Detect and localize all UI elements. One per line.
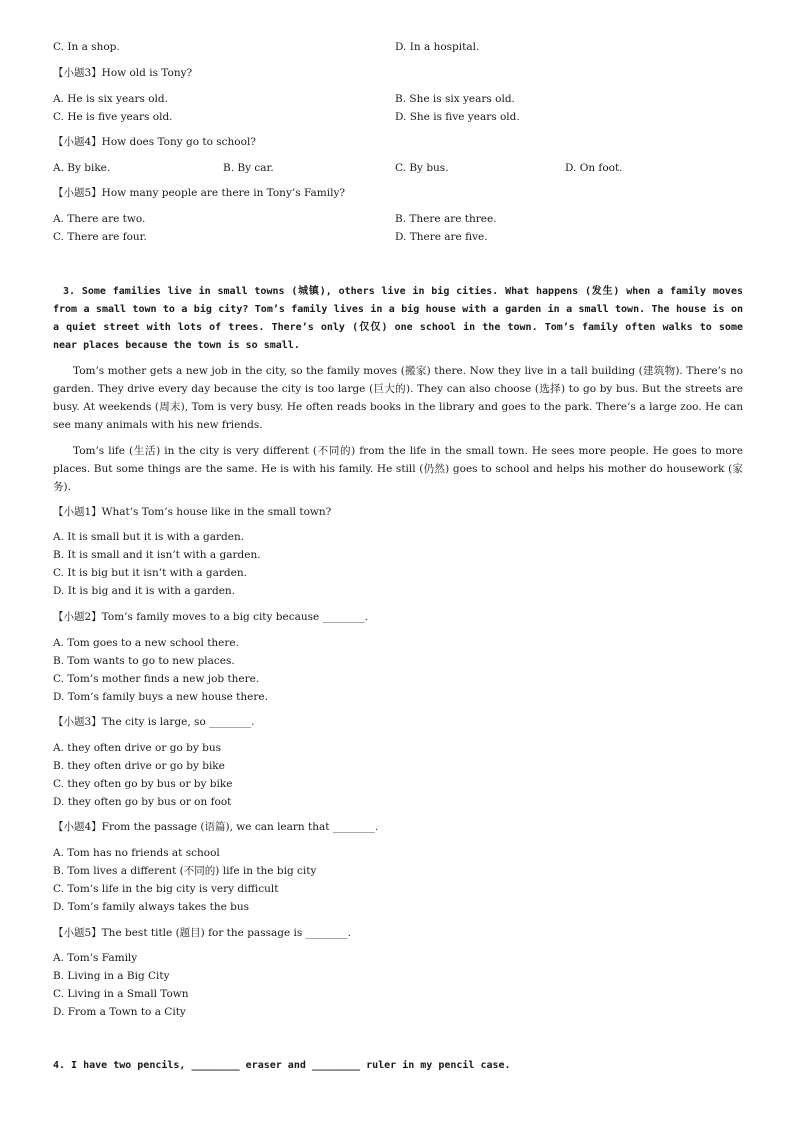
option-a[interactable]: A. Tom goes to a new school there. (53, 637, 239, 649)
option-d[interactable]: D. There are five. (395, 231, 488, 243)
option-d[interactable]: D. Tom’s family buys a new house there. (53, 691, 268, 703)
option-c[interactable]: C. Living in a Small Town (53, 988, 189, 1000)
option-d[interactable]: D. Tom’s family always takes the bus (53, 901, 250, 913)
option-c[interactable]: C. By bus. (395, 162, 449, 174)
option-c[interactable]: C. There are four. (53, 231, 147, 243)
passage-paragraph: Tom’s mother gets a new job in the city, so the family moves (搬家) there. Now they live in a tall building (建筑物). There’s no garden. They drive every day because the city is too large (巨大的). They can also choose (选择) to go by bus. But the streets are busy. At weekends (周末), Tom is very busy. He often reads books in the library and goes to the park. There’s a large zoo. He can see many animals with his new friends. (53, 365, 744, 431)
passage-paragraph: Tom’s life (生活) in the city is very different (不同的) from the life in the small town. He sees more people. He goes to more places. But some things are the same. He is with his family. He still (仍然) goes to school and helps his mother do housework (家务). (53, 445, 743, 493)
option-b[interactable]: B. Tom wants to go to new places. (53, 655, 235, 667)
question-stem: 【小题5】How many people are there in Tony’s Family? (53, 187, 346, 199)
option-c[interactable]: C. He is five years old. (53, 111, 173, 123)
option-a[interactable]: A. It is small but it is with a garden. (53, 531, 245, 543)
option-b[interactable]: B. they often drive or go by bike (53, 760, 225, 772)
option-b[interactable]: B. There are three. (395, 213, 497, 225)
option-c[interactable]: C. they often go by bus or by bike (53, 778, 233, 790)
option-c[interactable]: C. In a shop. (53, 41, 120, 53)
option-d[interactable]: D. In a hospital. (395, 41, 480, 53)
option-a[interactable]: A. He is six years old. (53, 93, 168, 105)
question-stem: 【小题3】How old is Tony? (53, 67, 193, 79)
question-stem: 【小题3】The city is large, so ________. (53, 716, 255, 728)
option-d[interactable]: D. It is big and it is with a garden. (53, 585, 236, 597)
question-4: 4. I have two pencils, ________ eraser and ________ ruler in my pencil case. (53, 1060, 511, 1071)
option-d[interactable]: D. they often go by bus or on foot (53, 796, 232, 808)
option-d[interactable]: D. From a Town to a City (53, 1006, 186, 1018)
passage-intro: 3. Some families live in small towns (城镇), others live in big cities. What happens (发生) when a family moves from a small town to a big city? Tom’s family lives in a big house with a garden in a small town. The house is on a quiet street with lots of trees. There’s only (仅仅) one school in the town. Tom’s family often walks to some near places because the town is so small. (53, 286, 743, 351)
option-b[interactable]: B. By car. (223, 162, 274, 174)
option-c[interactable]: C. Tom’s mother finds a new job there. (53, 673, 260, 685)
option-d[interactable]: D. She is five years old. (395, 111, 520, 123)
option-b[interactable]: B. Living in a Big City (53, 970, 170, 982)
option-d[interactable]: D. On foot. (565, 162, 623, 174)
option-c[interactable]: C. It is big but it isn’t with a garden. (53, 567, 247, 579)
option-a[interactable]: A. Tom has no friends at school (53, 847, 220, 859)
option-c[interactable]: C. Tom’s life in the big city is very difficult (53, 883, 279, 895)
option-b[interactable]: B. It is small and it isn’t with a garden. (53, 549, 261, 561)
question-stem: 【小题1】What’s Tom’s house like in the small town? (53, 506, 332, 518)
question-stem: 【小题2】Tom’s family moves to a big city because ________. (53, 611, 368, 623)
question-stem: 【小题5】The best title (题目) for the passage is ________. (53, 927, 351, 939)
option-a[interactable]: A. There are two. (53, 213, 146, 225)
option-a[interactable]: A. Tom’s Family (53, 952, 138, 964)
question-stem: 【小题4】How does Tony go to school? (53, 136, 256, 148)
option-a[interactable]: A. they often drive or go by bus (53, 742, 221, 754)
question-stem: 【小题4】From the passage (语篇), we can learn that ________. (53, 821, 379, 833)
option-a[interactable]: A. By bike. (53, 162, 111, 174)
option-b[interactable]: B. Tom lives a different (不同的) life in the big city (53, 865, 317, 877)
option-b[interactable]: B. She is six years old. (395, 93, 515, 105)
